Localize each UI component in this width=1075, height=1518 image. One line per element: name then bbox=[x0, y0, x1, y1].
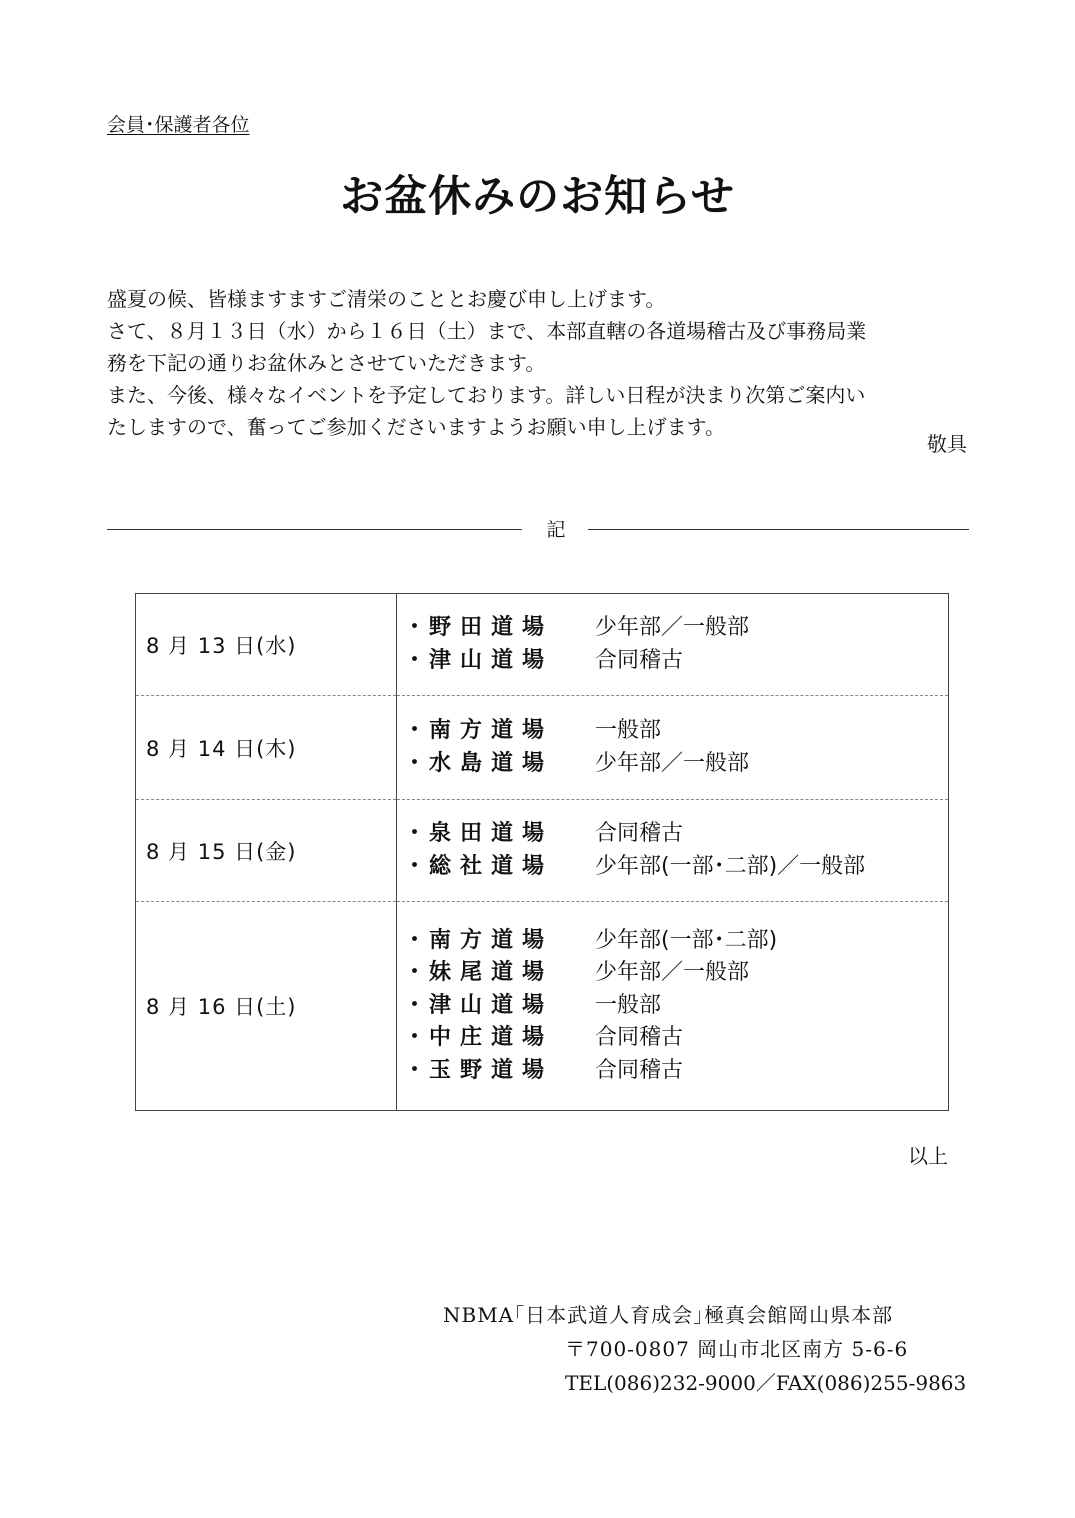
dojo-name: ･津山道場 bbox=[409, 647, 554, 673]
schedule-date: 8 月 14 日(木) bbox=[136, 696, 397, 800]
body-text bbox=[107, 283, 977, 443]
dojo-name: ･総社道場 bbox=[409, 853, 554, 879]
list-item bbox=[409, 851, 948, 884]
class-type: 合同稽古 bbox=[595, 1057, 684, 1083]
schedule-date: 8 月 13 日(水) bbox=[136, 594, 397, 696]
dojo-name: ･中庄道場 bbox=[409, 1025, 554, 1051]
ki-heading: 記 bbox=[546, 519, 566, 541]
list-item bbox=[409, 990, 948, 1023]
list-item bbox=[409, 645, 948, 678]
dojo-list bbox=[397, 594, 949, 696]
phone-fax: TEL(086)232-9000／FAX(086)255-9863 bbox=[565, 1371, 967, 1395]
dojo-name: ･玉野道場 bbox=[409, 1057, 554, 1083]
body-line: たしますので、奮ってご参加くださいますようお願い申し上げます。 bbox=[107, 415, 725, 439]
class-type: 合同稽古 bbox=[595, 647, 684, 673]
dojo-list bbox=[397, 902, 949, 1111]
closing-ijo: 以上 bbox=[908, 1144, 948, 1168]
class-type: 合同稽古 bbox=[595, 1025, 684, 1051]
class-type: 合同稽古 bbox=[595, 821, 684, 846]
class-type: 少年部／一般部 bbox=[595, 750, 750, 776]
table-row bbox=[136, 800, 949, 902]
body-line: 盛夏の候、皆様ますますご清栄のこととお慶び申し上げます。 bbox=[107, 287, 666, 311]
class-type: 一般部 bbox=[595, 992, 662, 1018]
schedule-date: 8 月 16 日(土) bbox=[136, 902, 397, 1111]
closing-keigu: 敬具 bbox=[927, 432, 967, 456]
dojo-name: ･南方道場 bbox=[409, 927, 554, 953]
class-type: 少年部(一部･二部) bbox=[595, 927, 778, 953]
table-row bbox=[136, 902, 949, 1111]
dojo-name: ･野田道場 bbox=[409, 615, 554, 640]
organization-name: NBMA｢日本武道人育成会｣極真会館岡山県本部 bbox=[443, 1303, 894, 1327]
dojo-name: ･南方道場 bbox=[409, 718, 554, 743]
list-item bbox=[409, 1055, 948, 1088]
postal-address: 〒700-0807 岡山市北区南方 5-6-6 bbox=[565, 1337, 909, 1361]
body-line: 務を下記の通りお盆休みとさせていただきます。 bbox=[107, 351, 546, 375]
list-item bbox=[409, 715, 948, 748]
list-item bbox=[409, 612, 948, 645]
addressee: 会員･保護者各位 bbox=[107, 114, 250, 136]
schedule-date: 8 月 15 日(金) bbox=[136, 800, 397, 902]
schedule-table bbox=[135, 593, 949, 1111]
divider-right bbox=[588, 529, 969, 530]
list-item bbox=[409, 957, 948, 990]
page-title: お盆休みのお知らせ bbox=[340, 172, 735, 222]
list-item bbox=[409, 748, 948, 781]
list-item bbox=[409, 925, 948, 958]
class-type: 一般部 bbox=[595, 718, 662, 743]
dojo-list bbox=[397, 696, 949, 800]
divider-left bbox=[107, 529, 522, 530]
body-line: また、今後、様々なイベントを予定しております。詳しい日程が決まり次第ご案内い bbox=[107, 383, 866, 407]
class-type: 少年部／一般部 bbox=[595, 960, 750, 986]
dojo-name: ･津山道場 bbox=[409, 992, 554, 1018]
dojo-name: ･妹尾道場 bbox=[409, 960, 554, 986]
table-row bbox=[136, 696, 949, 800]
class-type: 少年部(一部･二部)／一般部 bbox=[595, 853, 866, 879]
list-item bbox=[409, 818, 948, 851]
class-type: 少年部／一般部 bbox=[595, 615, 750, 640]
dojo-name: ･水島道場 bbox=[409, 750, 554, 776]
list-item bbox=[409, 1022, 948, 1055]
table-row bbox=[136, 594, 949, 696]
dojo-name: ･泉田道場 bbox=[409, 821, 554, 846]
dojo-list bbox=[397, 800, 949, 902]
body-line: さて、８月１３日（水）から１６日（土）まで、本部直轄の各道場稽古及び事務局業 bbox=[107, 319, 867, 343]
